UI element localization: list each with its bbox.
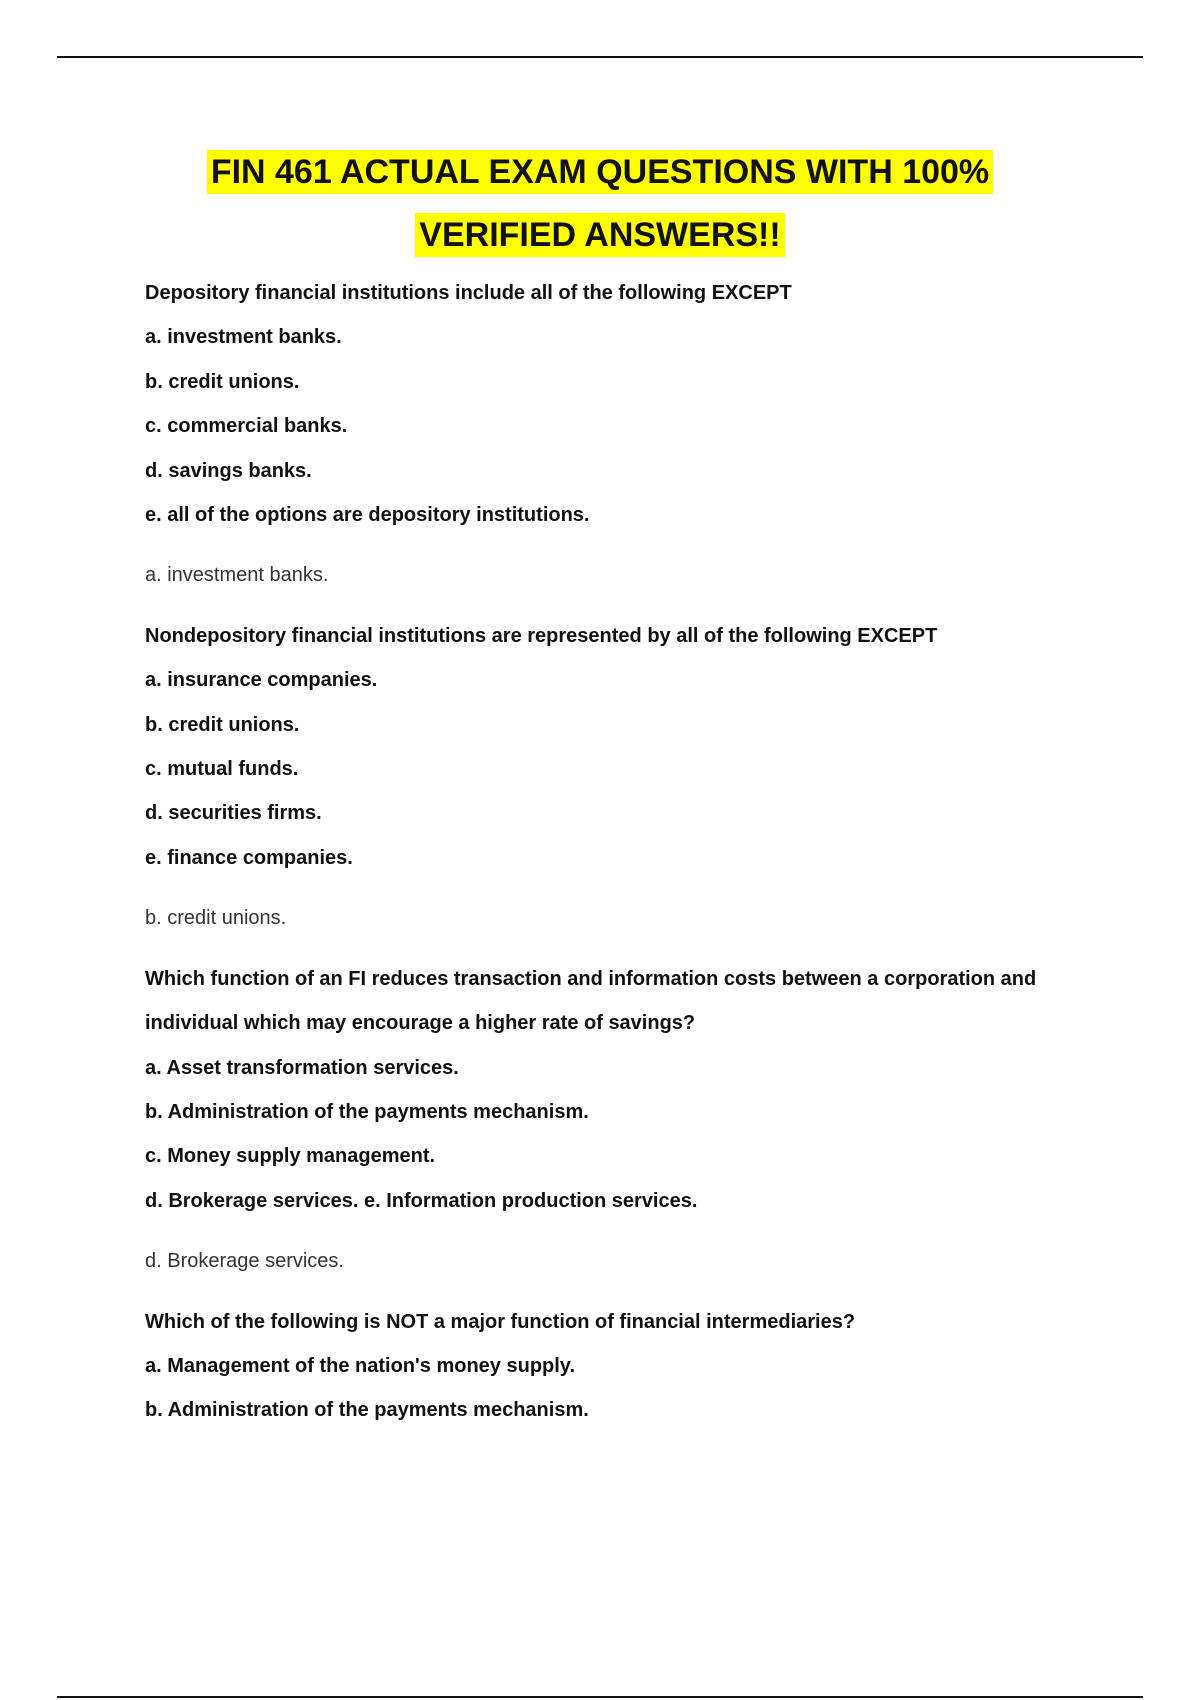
- option-b: b. Administration of the payments mechanism.: [145, 1399, 589, 1422]
- option-b: b. credit unions.: [145, 713, 300, 736]
- question-block-1: [145, 271, 1105, 598]
- question-text-line-2: individual which may encourage a higher rate of savings?: [145, 1012, 696, 1035]
- option-c: c. Money supply management.: [145, 1145, 436, 1168]
- option-a: a. Asset transformation services.: [145, 1056, 459, 1079]
- question-text: Depository financial institutions include all of the following EXCEPT: [145, 282, 792, 304]
- top-divider: [57, 56, 1143, 58]
- question-text: Which of the following is NOT a major function of financial intermediaries?: [145, 1310, 856, 1333]
- option-c: c. commercial banks.: [145, 415, 348, 438]
- question-block-2: [145, 614, 1105, 941]
- option-b: b. credit unions.: [145, 370, 300, 393]
- option-e: e. finance companies.: [145, 846, 353, 869]
- title-line-1: FIN 461 ACTUAL EXAM QUESTIONS WITH 100%: [207, 150, 993, 194]
- title-line-2: VERIFIED ANSWERS!!: [415, 213, 784, 257]
- answer-text: d. Brokerage services.: [145, 1250, 344, 1273]
- option-d-e: d. Brokerage services. e. Information production services.: [145, 1189, 698, 1212]
- option-e: e. all of the options are depository institutions.: [145, 504, 590, 527]
- answer-text: a. investment banks.: [145, 564, 329, 587]
- question-text-line-1: Which function of an FI reduces transaction and information costs between a corporation and: [145, 967, 1037, 990]
- answer-text: b. credit unions.: [145, 907, 287, 930]
- option-d: d. savings banks.: [145, 459, 312, 482]
- option-d: d. securities firms.: [145, 802, 322, 825]
- option-a: a. investment banks.: [145, 326, 342, 349]
- document-title: [0, 146, 1200, 272]
- exam-content: [145, 271, 1105, 1433]
- question-block-3: [145, 957, 1105, 1284]
- option-c: c. mutual funds.: [145, 758, 299, 781]
- question-block-4: [145, 1300, 1105, 1433]
- question-text: Nondepository financial institutions are represented by all of the following EXCEPT: [145, 624, 938, 647]
- option-a: a. Management of the nation's money supply.: [145, 1354, 575, 1377]
- option-b: b. Administration of the payments mechanism.: [145, 1100, 589, 1123]
- bottom-divider: [57, 1696, 1143, 1698]
- option-a: a. insurance companies.: [145, 669, 378, 692]
